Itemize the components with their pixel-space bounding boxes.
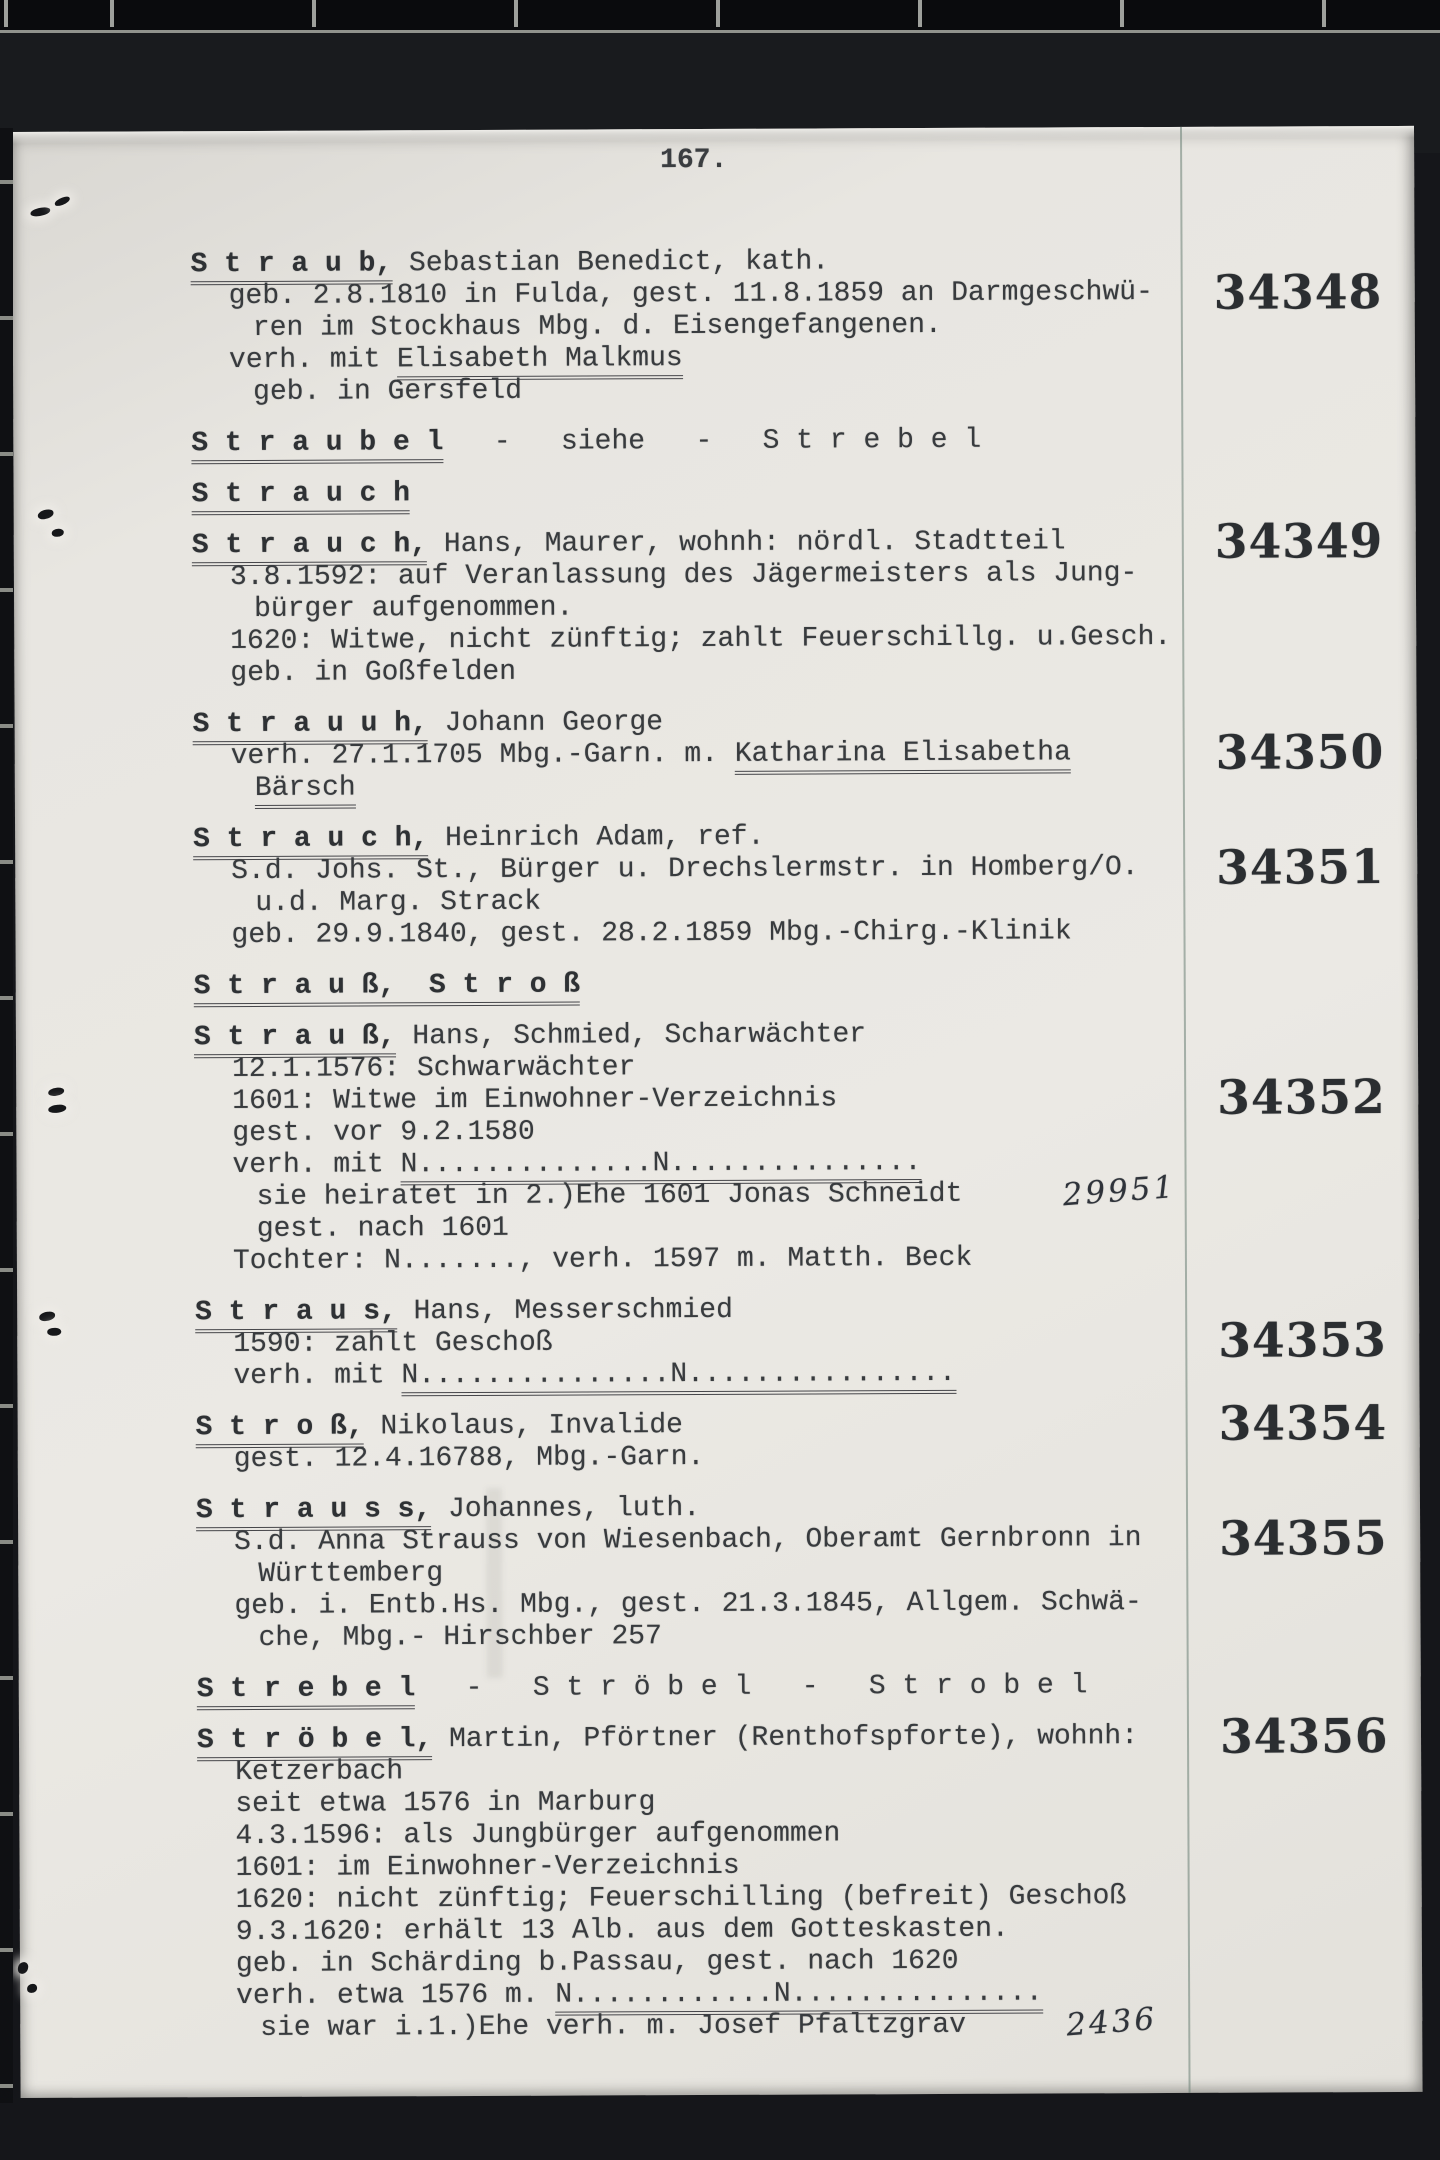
record-line-text	[196, 1442, 705, 1475]
record-line-header	[192, 474, 1408, 511]
record-line	[192, 589, 1408, 626]
ruler-tick	[514, 0, 518, 27]
catalog-number: 34350	[1215, 725, 1385, 781]
record-line-text	[192, 478, 411, 515]
record-line-text	[194, 970, 581, 1008]
entry-text: N...............N................	[401, 1358, 956, 1396]
ruler-tick	[1322, 0, 1326, 27]
ink-speck	[37, 509, 54, 521]
record-line	[195, 1241, 1411, 1278]
record-line	[198, 1848, 1414, 1885]
surname-text: S t r e b e l	[197, 1673, 416, 1710]
surname-text: S t r ö b e l,	[197, 1724, 432, 1761]
surname-text: S t r a u c h,	[193, 823, 428, 860]
record-line	[198, 1912, 1414, 1949]
entry-text: Hans, Schmied, Scharwächter	[395, 1019, 867, 1053]
record-line-text	[192, 622, 1171, 657]
margin-tick	[0, 452, 13, 456]
entry-text: 1620: nicht zünftig; Feuerschilling (befreit) Geschoß	[235, 1881, 1127, 1917]
record-line-text	[192, 593, 573, 626]
entry-text: Hans, Maurer, wohnh: nördl. Stadtteil	[426, 526, 1066, 561]
entry-text: 1601: Witwe im Einwohner-Verzeichnis	[232, 1083, 838, 1118]
record-line-text	[191, 310, 942, 344]
record-line-text	[198, 1914, 1009, 1949]
entry-text: geb. 2.8.1810 in Fulda, gest. 11.8.1859 an Darmgeschwü-	[228, 277, 1153, 313]
ruler-tick	[1120, 0, 1124, 27]
margin-tick	[0, 1132, 13, 1136]
entry-text: 9.3.1620: erhält 13 Alb. aus dem Gotteskasten.	[235, 1913, 1009, 1949]
record-line	[196, 1586, 1412, 1623]
entry-text: 1601: im Einwohner-Verzeichnis	[235, 1850, 740, 1885]
entry-text: S.d. Johs. St., Bürger u. Drechslermstr. in Homberg/O.	[231, 852, 1139, 888]
margin-tick	[0, 996, 13, 1000]
catalog-number: 34349	[1214, 514, 1384, 570]
surname-text: S t r a u b,	[191, 248, 393, 285]
record-line-header	[191, 514, 1408, 570]
surname-text: S t r a u b e l	[191, 427, 443, 464]
entry-text: sie heiratet in 2.)Ehe 1601 Jonas Schneidt	[256, 1178, 963, 1213]
record-line-text	[193, 773, 356, 805]
record-line-text	[197, 1787, 655, 1820]
record-line-text	[191, 343, 683, 376]
record-line-text	[197, 1670, 1088, 1710]
entry-text: Elisabeth Malkmus	[397, 343, 683, 380]
record-line	[191, 372, 1407, 409]
record-line-text	[198, 2010, 966, 2044]
entry-text: Ketzerbach	[235, 1756, 404, 1789]
surname-text: S t r a u c h	[192, 478, 411, 515]
record-line	[194, 1113, 1410, 1150]
record-line-text	[198, 1978, 1043, 2013]
record-line	[197, 1816, 1413, 1853]
entry-text: bürger aufgenommen.	[254, 592, 574, 625]
entry-text: Johannes, luth.	[431, 1493, 701, 1526]
record-line-text	[192, 558, 1137, 593]
record-line-text	[191, 376, 522, 408]
record-line-header	[194, 1017, 1410, 1054]
record-line-text	[193, 852, 1138, 887]
catalog-number: 34355	[1219, 1511, 1388, 1567]
record-line	[193, 840, 1409, 896]
entry-text: gest. nach 1601	[256, 1212, 509, 1245]
entry-text: - siehe - S t r e b e l	[443, 424, 982, 459]
record-line	[194, 1145, 1410, 1182]
record-line	[193, 883, 1409, 920]
ruler-tick	[716, 0, 720, 27]
record-line-text	[195, 1243, 972, 1277]
record-line	[192, 557, 1408, 594]
entry-text: Württemberg	[258, 1558, 444, 1590]
catalog-number: 34348	[1213, 265, 1383, 321]
record-line	[191, 308, 1407, 345]
record-line-text	[194, 1052, 635, 1085]
entry-text: gest. vor 9.2.1580	[232, 1116, 535, 1150]
entry-text: S.d. Anna Strauss von Wiesenbach, Oberamt Gernbronn in	[234, 1523, 1142, 1559]
record-line-header	[196, 1709, 1413, 1765]
record-line	[191, 265, 1407, 321]
entry-text: 1620: Witwe, nicht zünftig; zahlt Feuerschillg. u.Gesch.	[230, 621, 1172, 658]
ruler-tick	[4, 0, 8, 27]
record-line-text	[196, 1587, 1141, 1622]
paper-sheet	[12, 126, 1423, 2098]
page-number: 167.	[660, 144, 728, 177]
record-line-text	[197, 1756, 403, 1788]
entry-text: Nikolaus, Invalide	[363, 1410, 684, 1443]
record-line-header	[197, 1669, 1413, 1706]
entry-text: verh. mit	[228, 344, 398, 377]
catalog-number: 34356	[1219, 1709, 1389, 1765]
record-line-text	[195, 1358, 956, 1392]
margin-tick	[0, 1404, 13, 1408]
entry-text: che, Mbg.- Hirschber 257	[258, 1621, 662, 1654]
ink-speck	[17, 1961, 29, 1975]
surname-text: S t r a u ß,	[194, 1021, 396, 1058]
ruler-tick	[918, 0, 922, 27]
record-line-text	[193, 887, 541, 920]
entry-text: ren im Stockhaus Mbg. d. Eisengefangenen.	[252, 309, 942, 344]
catalog-number: 34354	[1218, 1396, 1388, 1452]
record-line-text	[192, 657, 516, 689]
entry-text: verh. mit	[233, 1360, 402, 1393]
margin-tick	[0, 1948, 13, 1952]
entry-text: Tochter: N......., verh. 1597 m. Matth. Beck	[232, 1242, 973, 1278]
margin-tick	[0, 588, 13, 592]
margin-tick	[0, 180, 13, 184]
record-line	[192, 653, 1408, 690]
entry-text: 1590: zahlt Geschoß	[233, 1327, 553, 1361]
ruler-tick	[312, 0, 316, 27]
margin-tick	[0, 1812, 13, 1816]
record-line-text	[194, 1117, 535, 1149]
record-line-header	[195, 1396, 1412, 1452]
entry-text: geb. in Gersfeld	[253, 375, 523, 408]
record-line-text	[193, 916, 1071, 951]
handwritten-number: 29951	[1061, 1169, 1178, 1214]
entry-text: geb. in Schärding b.Passau, gest. nach 1620	[235, 1945, 959, 1981]
record-line-text	[195, 1328, 552, 1361]
record-line-text	[198, 1881, 1127, 1916]
record-line-header	[194, 966, 1410, 1003]
record-line-text	[197, 1818, 840, 1852]
entry-text: sie war i.1.)Ehe verh. m. Josef Pfaltzgrav	[260, 2009, 967, 2044]
entry-text: u.d. Marg. Strack	[255, 886, 542, 919]
entry-text: seit etwa 1576 in Marburg	[235, 1787, 656, 1821]
entry-text: verh. 27.1.1705 Mbg.-Garn. m.	[230, 738, 735, 773]
entry-text: Heinrich Adam, ref.	[428, 821, 765, 855]
record-line-text	[196, 1523, 1141, 1558]
entry-text: N............N...............	[555, 1978, 1042, 2016]
ruler-tick	[110, 0, 114, 27]
entry-text: 4.3.1596: als Jungbürger aufgenommen	[235, 1818, 841, 1853]
record-line-text	[196, 1558, 443, 1590]
margin-tick	[0, 1268, 13, 1272]
record-line-text	[198, 1851, 740, 1884]
record-line	[194, 1070, 1410, 1126]
catalog-number: 34351	[1216, 840, 1385, 896]
surname-text: S t r a u u h,	[193, 708, 428, 745]
record-line	[198, 1880, 1414, 1917]
catalog-number: 34353	[1218, 1313, 1387, 1369]
record-line-text	[194, 1083, 837, 1117]
entry-text: Bärsch	[255, 773, 356, 809]
record-line	[197, 1618, 1413, 1655]
record-line-text	[194, 1147, 921, 1181]
record-line	[196, 1554, 1412, 1591]
entry-text: 3.8.1592: auf Veranlassung des Jägermeisters als Jung-	[229, 558, 1138, 594]
catalog-number: 34352	[1217, 1070, 1386, 1126]
ink-speck	[48, 1104, 66, 1113]
margin-tick	[0, 1676, 13, 1680]
margin-tick	[0, 860, 13, 864]
ink-speck	[48, 1087, 65, 1096]
record-line	[195, 1313, 1411, 1369]
entry-text: 12.1.1576: Schwarwächter	[232, 1052, 636, 1086]
record-line	[198, 1944, 1414, 1981]
entry-text: Johann George	[427, 707, 664, 740]
entry-text: Martin, Pförtner (Renthofspforte), wohnh:	[432, 1721, 1139, 1756]
record-line	[193, 725, 1409, 781]
surname-text: S t r o ß,	[196, 1411, 364, 1448]
ink-speck	[30, 206, 51, 217]
margin-tick	[0, 316, 13, 320]
surname-text: S t r a u ß, S t r o ß	[194, 970, 581, 1008]
surname-text: S t r a u s,	[195, 1296, 397, 1333]
record-line-text	[191, 277, 1153, 312]
entry-text: geb. in Goßfelden	[230, 656, 517, 690]
entry-text: verh. etwa 1576 m.	[236, 1979, 556, 2013]
record-line-text	[195, 1213, 509, 1245]
record-line	[197, 1752, 1413, 1789]
film-ruler	[0, 0, 1440, 33]
handwritten-number: 2436	[1065, 2000, 1159, 2044]
surname-text: S t r a u s s,	[196, 1494, 431, 1531]
entry-text: Hans, Messerschmied	[396, 1294, 733, 1328]
record-lines	[191, 244, 1415, 2045]
film-margin-strip	[0, 128, 13, 2103]
record-line-text	[198, 1946, 959, 1980]
ink-speck	[27, 1984, 37, 1993]
ink-speck	[47, 1327, 61, 1336]
record-line	[198, 2000, 1414, 2045]
record-line	[196, 1511, 1412, 1567]
record-line-header	[191, 423, 1407, 460]
ink-speck	[52, 529, 64, 537]
record-line	[197, 1784, 1413, 1821]
surname-text: S t r a u c h,	[192, 529, 427, 566]
record-line	[195, 1169, 1411, 1214]
margin-tick	[0, 2084, 13, 2088]
entry-text: geb. 29.9.1840, gest. 28.2.1859 Mbg.-Chirg.-Klinik	[231, 916, 1072, 952]
record-line	[196, 1439, 1412, 1476]
record-line-text	[195, 1179, 963, 1213]
record-line	[191, 340, 1407, 377]
record-line-text	[197, 1621, 662, 1654]
record-line-text	[193, 737, 1071, 772]
entry-text: gest. 12.4.16788, Mbg.-Garn.	[233, 1441, 705, 1476]
record-line	[195, 1209, 1411, 1246]
record-line	[192, 621, 1408, 658]
margin-tick	[0, 724, 13, 728]
entry-text: geb. i. Entb.Hs. Mbg., gest. 21.3.1845, Allgem. Schwä-	[234, 1587, 1142, 1623]
record-line	[195, 1356, 1411, 1393]
record-line	[193, 915, 1409, 952]
record-line-text	[191, 425, 981, 464]
record-line	[198, 1976, 1414, 2013]
margin-tick	[0, 1540, 13, 1544]
ink-speck	[39, 1311, 56, 1322]
record-line	[193, 768, 1409, 805]
entry-text: verh. mit	[232, 1149, 401, 1182]
entry-text: Sebastian Benedict, kath.	[392, 246, 830, 280]
entry-text: - S t r ö b e l - S t r o b e l	[415, 1670, 1088, 1705]
entry-text: Katharina Elisabetha	[735, 737, 1071, 774]
ink-speck	[54, 195, 71, 207]
entry-text: N..............N...............	[400, 1147, 921, 1185]
